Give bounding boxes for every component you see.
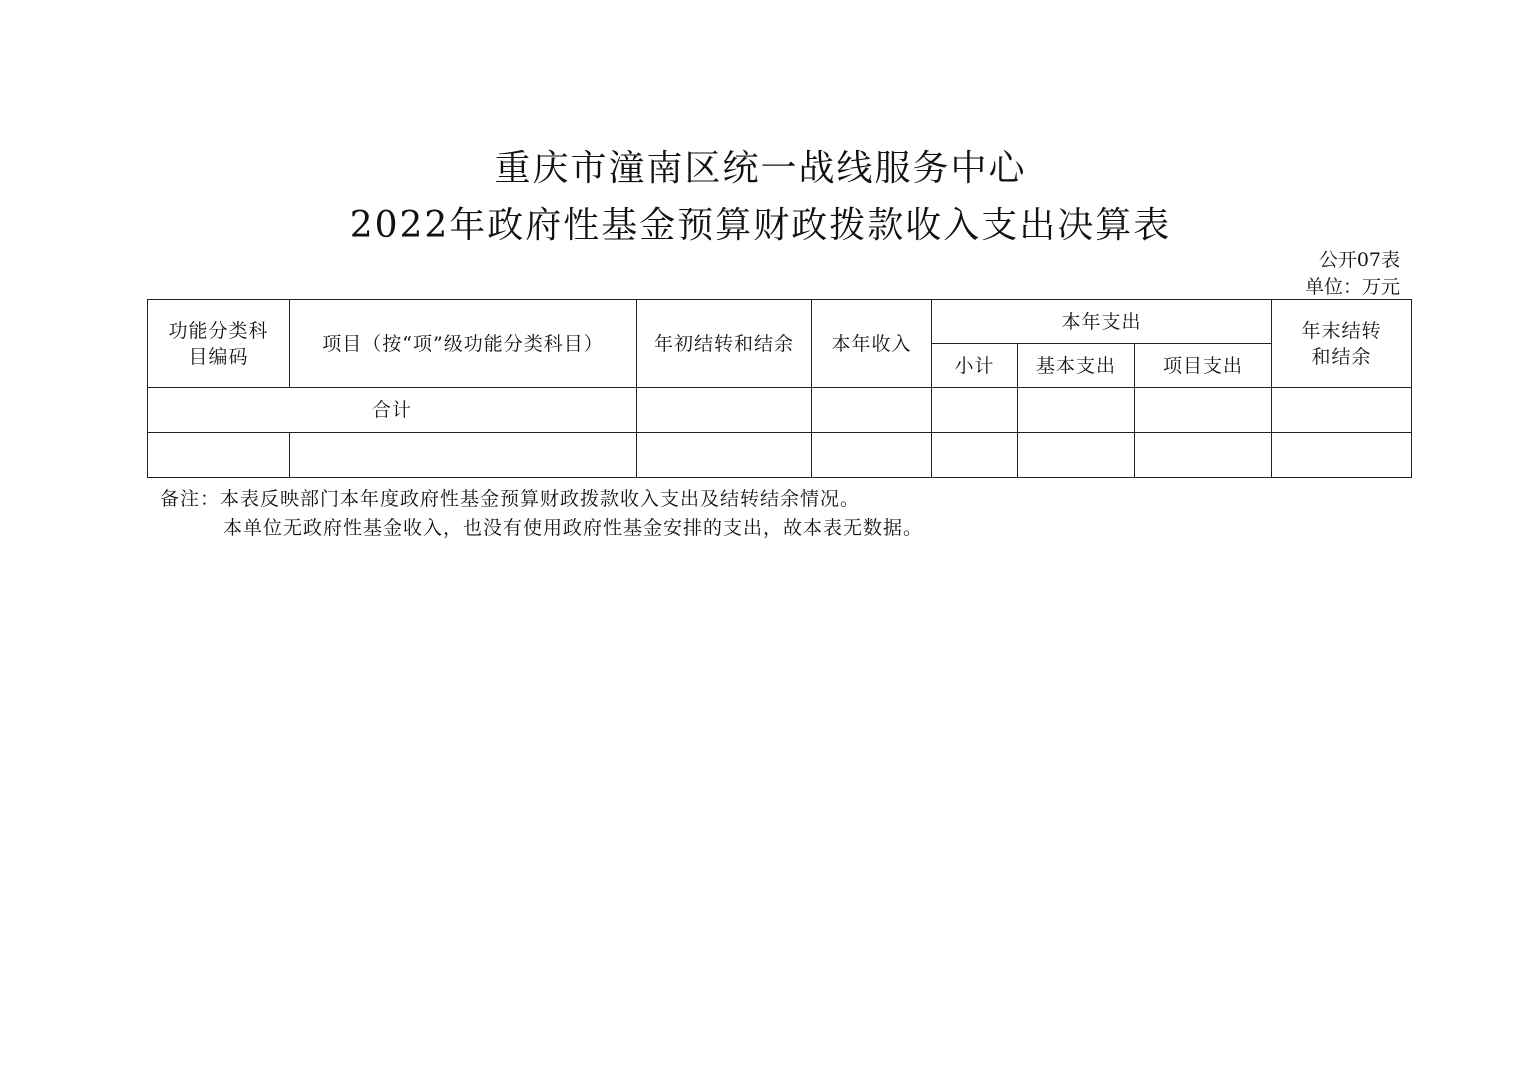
total-income bbox=[812, 388, 932, 433]
total-label: 合计 bbox=[148, 388, 637, 433]
form-number: 公开07表 bbox=[1318, 249, 1400, 271]
total-begin-balance bbox=[637, 388, 812, 433]
row-begin-balance bbox=[637, 433, 812, 478]
note-line-2: 本单位无政府性基金收入，也没有使用政府性基金安排的支出，故本表无数据。 bbox=[223, 517, 924, 539]
header-item: 项目（按“项”级功能分类科目） bbox=[290, 300, 637, 388]
header-income: 本年收入 bbox=[812, 300, 932, 388]
row-income bbox=[812, 433, 932, 478]
budget-table bbox=[147, 299, 1412, 478]
header-end-balance: 年末结转和结余 bbox=[1272, 300, 1412, 388]
total-project bbox=[1135, 388, 1272, 433]
total-end-balance bbox=[1272, 388, 1412, 433]
total-basic bbox=[1018, 388, 1135, 433]
row-subtotal bbox=[932, 433, 1018, 478]
header-row-1 bbox=[148, 300, 1412, 344]
total-row bbox=[148, 388, 1412, 433]
header-subtotal: 小计 bbox=[932, 344, 1018, 388]
note-line-1: 备注：本表反映部门本年度政府性基金预算财政拨款收入支出及结转结余情况。 bbox=[160, 488, 861, 510]
header-expense: 本年支出 bbox=[932, 300, 1272, 344]
header-begin-balance: 年初结转和结余 bbox=[637, 300, 812, 388]
page-title: 重庆市潼南区统一战线服务中心 bbox=[494, 148, 1027, 189]
table-row bbox=[148, 433, 1412, 478]
row-item bbox=[290, 433, 637, 478]
row-code bbox=[148, 433, 290, 478]
header-basic: 基本支出 bbox=[1018, 344, 1135, 388]
row-basic bbox=[1018, 433, 1135, 478]
header-code: 功能分类科目编码 bbox=[148, 300, 290, 388]
notes bbox=[160, 485, 923, 543]
total-subtotal bbox=[932, 388, 1018, 433]
row-end-balance bbox=[1272, 433, 1412, 478]
row-project bbox=[1135, 433, 1272, 478]
header-project: 项目支出 bbox=[1135, 344, 1272, 388]
page-subtitle: 2022年政府性基金预算财政拨款收入支出决算表 bbox=[349, 205, 1172, 246]
unit-label: 单位：万元 bbox=[1304, 276, 1400, 298]
